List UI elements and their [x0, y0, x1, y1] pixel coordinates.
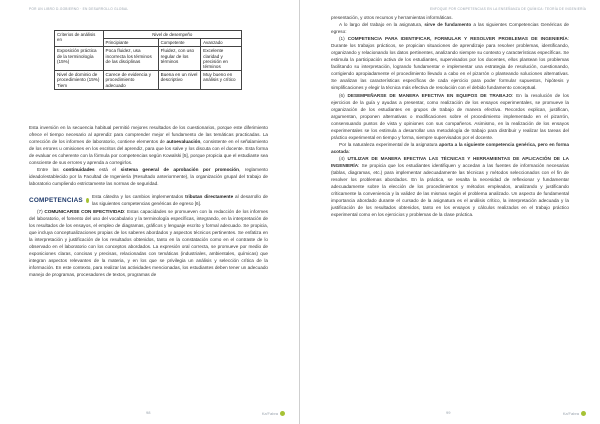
table-cell: Fluidez, con uso regular de los términos	[158, 47, 201, 71]
table-col-header: Principiante	[103, 39, 158, 47]
rubric-table	[54, 30, 242, 90]
publisher-brand: Ka'Fabra	[262, 411, 285, 416]
table-cell: Muy bueno en análisis y crítico	[201, 71, 242, 90]
section-heading: COMPETENCIAS Esta cátedra y los cambios implementados tributan directamente al desarrollo de las siguientes competencias genéricas de egreso [6].	[29, 194, 268, 207]
paragraph: (1) COMPETENCIA PARA IDENTIFICAR, FORMULAR Y RESOLVER PROBLEMAS DE INGENIERÍA: Durante los trabajos prácticos, se propician situaciones de aprendizaje para resolver problemas, identificando, organizando y relacionando los datos pertinentes, analizando siempre su contexto y características específicas. Se estimula la participación activa de los estudiantes, supervisados por los docentes, ellos plantean los problemas facilitando su interpretación, logrando fundamentar e implementar una estrategia de resolución, cuestionando, corrigiendo apropiadamente el procedimiento llevado a cabo en el pizarrón o planteando soluciones alternativas. Se analizan las características específicas de cada ejercicio para poder formular supuestos, hipótesis y simplificaciones y elegir la técnica más efectiva de resolución con el debido fundamento conceptual.	[331, 36, 569, 91]
paragraph: Entre las continuidades está el sistema general de aprobación por promoción, reglamento ideado/establecido por la Facultad de Ingeniería (Resultado anteriormente), la organización grupal del trabajo de laboratorio cumpliendo estrictamente las normas de seguridad.	[29, 167, 268, 187]
table-col-header: Avanzado	[201, 39, 242, 47]
brand-logo-icon	[581, 411, 586, 416]
table-cell: Buena en un nivel descriptivo	[158, 71, 201, 90]
running-head: ENFOQUE POR COMPETENCIAS EN LA ENSEÑANZA DE QUÍMICA: TEORÍA DE INGENIERÍA	[430, 7, 587, 11]
paragraph: A lo largo del trabajo en la asignatura, sirve de fundamento a las siguientes Competencias Genéricas de egreso:	[331, 22, 569, 35]
right-page	[300, 0, 600, 424]
page-number: 98	[146, 410, 151, 415]
paragraph: (7) COMUNICARSE CON EFECTIVIDAD: Estas capacidades se promueven con la redacción de los informes del laboratorio, el fomento del uso del vocabulario y la terminología específicas, integrando, en la interpretación de los resultados de los ensayos, el empleo de diagramas, gráficos y lenguaje escrito y formal adecuado. Se propicia, que incluya conceptualizaciones propias de los saberes abordados y aspectos técnicos pertinentes. Se enfatiza en la interpretación y justificación de los resultados obtenidos, tanto en la constatación como en el contraste de lo observado en el laboratorio con los conceptos abordados. La expresión oral correcta, se promueve por medio de exposiciones claras, concisas y precisas, relacionadas con temáticas (industriales, ambientales, químicas) que integran aspectos relevantes de la materia, y en los que se privilegia un análisis y selección crítica de la información. En este contexto, para realizar las actividades mencionadas, los estudiantes deben tener un adecuado manejo de programas, procesadores de textos, programas de	[29, 208, 268, 277]
table-row	[55, 71, 242, 90]
table-cell: Excelente claridad y precisión en términos	[201, 47, 242, 71]
table-row-extra-label: Tiem	[57, 82, 68, 88]
table-col-header: Competente	[158, 39, 201, 47]
table-header-levels: Nivel de desempeño	[103, 31, 241, 39]
left-body-text	[29, 124, 268, 278]
page-number: 99	[446, 410, 451, 415]
table-header-criteria: Criterios de análisis en	[55, 31, 104, 47]
table-row	[55, 47, 242, 71]
table-row-label: Exposición práctica de la terminología (15%)	[55, 47, 104, 71]
table-row-label: Nivel de dominio de procedimiento (15%) Tiem	[55, 71, 104, 90]
table-cell: Carece de evidencia y procedimiento adecuado	[103, 71, 158, 90]
paragraph: (6) DESEMPEÑARSE DE MANERA EFECTIVA EN EQUIPOS DE TRABAJO: En la resolución de los ejercicios de la guía y ayudas a presentar, como realización de los ensayos experimentales, se promueve la organización de los estudiantes en grupos de trabajo de manera efectiva. Recordos explican, justifican, argumentan, proponen alternativas o modificaciones sobre el procedimiento implementado en el pizarrón, consensuando puntos de vista y opiniones con sus compañeros. Asimismo, en la realización de los ensayos experimentales se los estimula a desarrollar una metodología de trabajo para distribuir y realizar las tareas del práctico experimental en tiempo y forma, siempre supervisados por el docente.	[331, 92, 569, 140]
table-cell: Poca fluidez, usa incorrecta los términos de las disciplinas	[103, 47, 158, 71]
right-body-text	[331, 14, 569, 218]
paragraph: Esta inversión en la secuencia habitual permitió mejores resultados de los cuestionarios, porque este diferimiento ofrece el tiempo necesario al aprendiz para comprender mejor el fundamento de las temáticas practicadas. La corrección de los informes de laboratorio, contiene elementos de autoevaluación, consistente en el señalamiento de los errores u omisiones en los escritos del aprendiz, para que los salve y los discuta con el docente. Esta forma de evaluar es coherente con la fórmula por competencias según Kowalski [5], porque propicia que el estudiante sea consciente de sus errores y aprenda a corregirlos.	[29, 125, 268, 166]
paragraph: presentación, y otros recursos y herramientas informáticas.	[331, 15, 453, 20]
paragraph: (4) UTILIZAR DE MANERA EFECTIVA LAS TÉCNICAS Y HERRAMIENTAS DE APLICACIÓN DE LA INGENIERÍA: Se propicia que los estudiantes identifiquen y accedan a las fuentes de información necesarias (tablas, diagramas, etc.) para implementar adecuadamente las técnicas y métodos seleccionados con el fin de resolver los problemas abordados. En la práctica, se resalta la necesidad de reflexionar y fundamentar adecuadamente sobre la elección de los procedimientos y métodos empleados, analizando y justificando críticamente la conveniencia y la validez de las mismas según el problema analizado. Un aspecto de fundamental importancia abordado durante el cursado de la asignatura es el análisis crítico, la interpretación adecuada y la justificación de los resultados obtenidos, tanto en los ensayos y cálculos realizados en el trabajo práctico experimental como en los ejercicios y problemas de la clase práctica.	[331, 155, 569, 218]
section-title: COMPETENCIAS	[29, 196, 83, 204]
brand-logo-icon	[280, 411, 285, 416]
running-head: POR UN LIBRO D-GOBIERNO · EN DESARROLLO GLOBAL	[29, 7, 129, 11]
paragraph: Por la naturaleza experimental de la asignatura aporta a la siguiente competencia genérica, pero en forma acotada:	[331, 141, 569, 154]
publisher-brand: Ka'Fabra	[563, 411, 586, 416]
bullet-circle-icon	[86, 198, 89, 203]
